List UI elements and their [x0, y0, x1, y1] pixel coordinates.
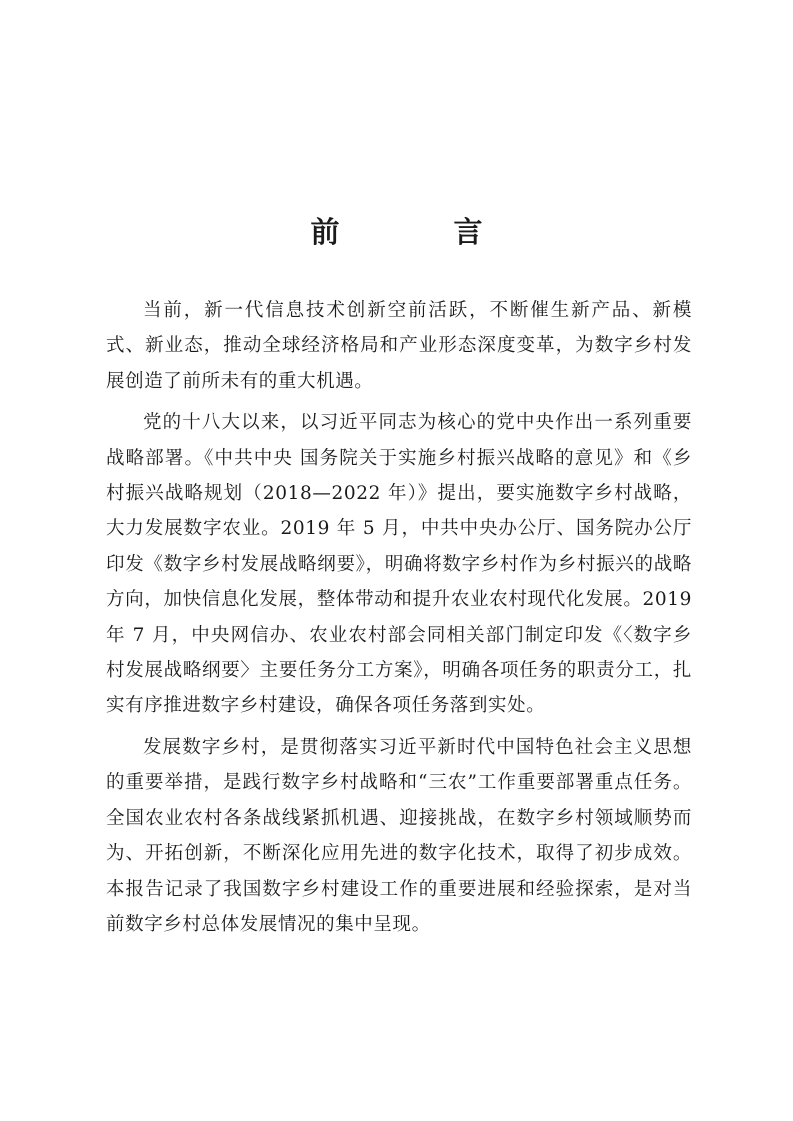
paragraph-3: 发展数字乡村，是贯彻落实习近平新时代中国特色社会主义思想的重要举措，是践行数字乡村战略和“三农”工作重要部署重点任务。全国农业农村各条战线紧抓机遇、迎接挑战，在数字乡村领域顺势而为、开拓创新，不断深化应用先进的数字化技术，取得了初步成效。本报告记录了我国数字乡村建设工作的重要进展和经验探索，是对当前数字乡村总体发展情况的集中呈现。	[106, 736, 692, 935]
preface-body	[106, 293, 692, 948]
page-title: 前 言	[310, 215, 535, 249]
paragraph-1: 当前，新一代信息技术创新空前活跃，不断催生新产品、新模式、新业态，推动全球经济格局和产业形态深度变革，为数字乡村发展创造了前所未有的重大机遇。	[106, 300, 692, 392]
paragraph-2: 党的十八大以来，以习近平同志为核心的党中央作出一系列重要战略部署。《中共中央 国务院关于实施乡村振兴战略的意见》和《乡村振兴战略规划（2018—2022 年）》提出，要实施数字乡村战略，大力发展数字农业。2019 年 5 月，中共中央办公厅、国务院办公厅印发《数字乡村发展战略纲要》，明确将数字乡村作为乡村振兴的战略方向，加快信息化发展，整体带动和提升农业农村现代化发展。2019 年 7 月，中央网信办、农业农村部会同相关部门制定印发《〈数字乡村发展战略纲要〉主要任务分工方案》，明确各项任务的职责分工，扎实有序推进数字乡村建设，确保各项任务落到实处。	[106, 412, 692, 717]
